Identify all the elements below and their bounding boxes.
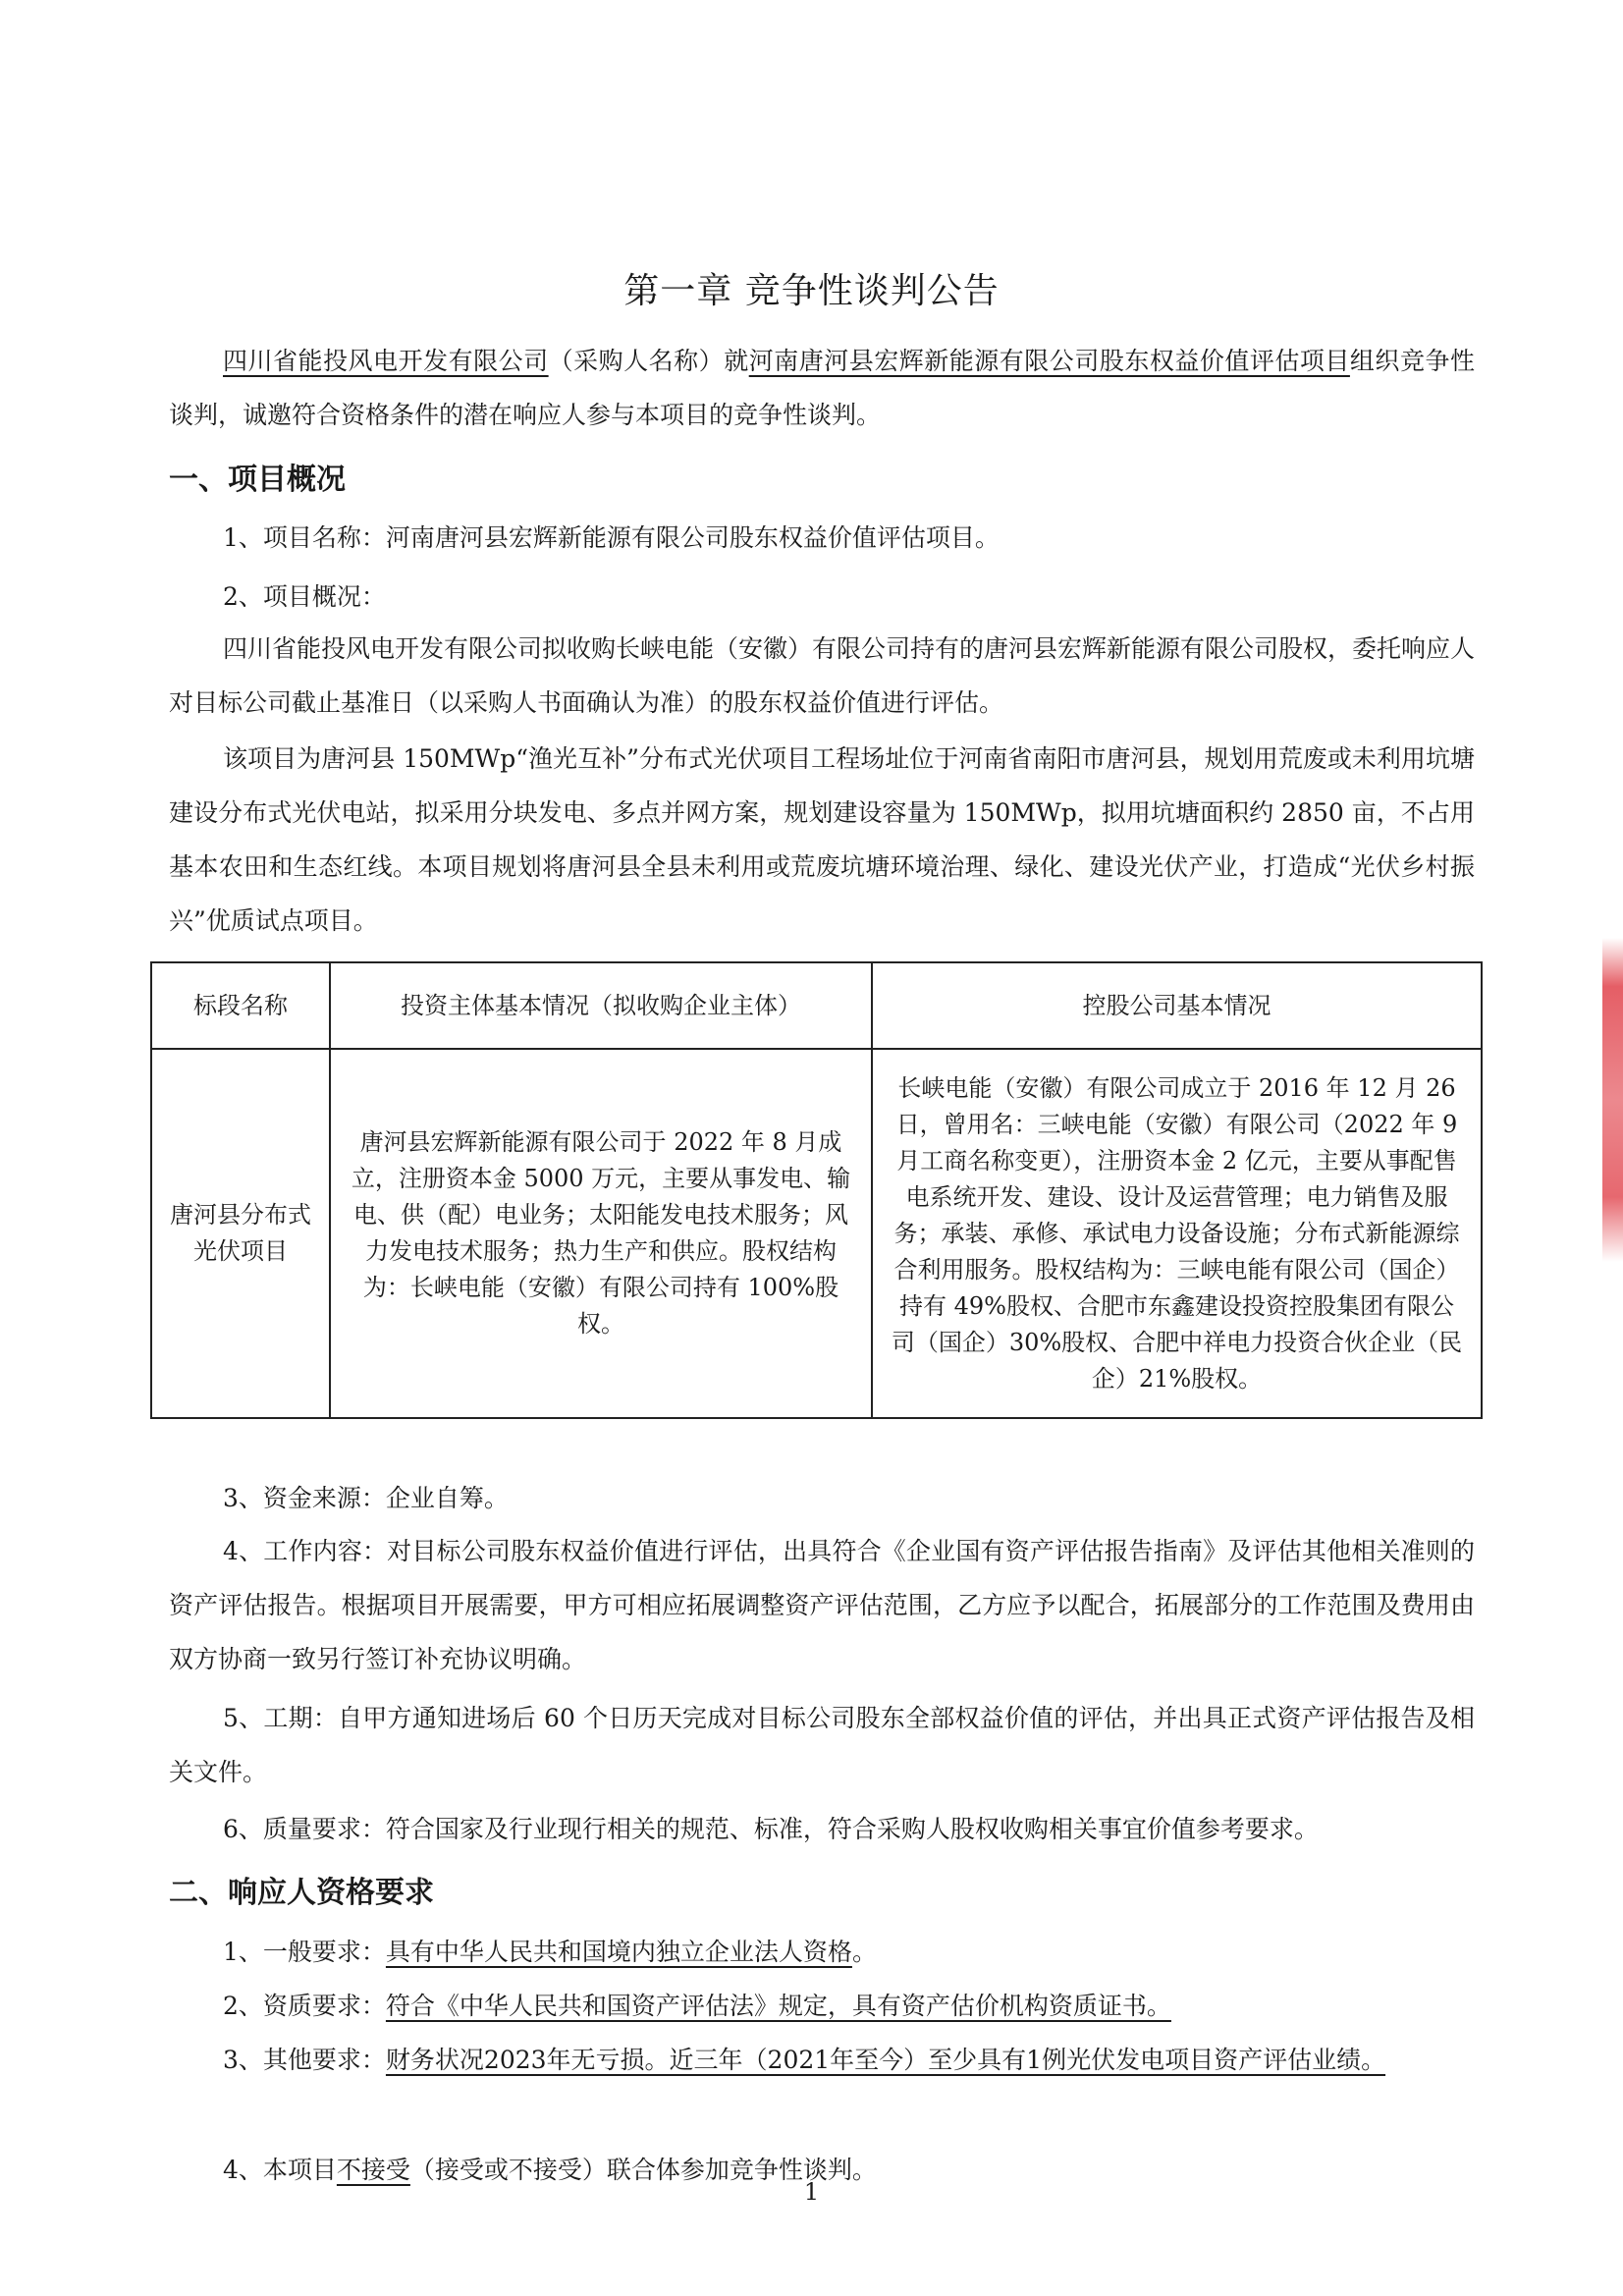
qualification-end: 。 <box>851 1938 877 1966</box>
seal-stamp-fragment <box>1602 938 1623 1262</box>
overview-paragraph-2: 该项目为唐河县 150MWp“渔光互补”分布式光伏项目工程场址位于河南省南阳市唐河县，规划用荒废或未利用坑塘建设分布式光伏电站，拟采用分块发电、多点并网方案，规划建设容量为 150MWp，拟用坑塘面积约 2850 亩，不占用基本农田和生态红线。本项目规划将唐河县全县未利用或荒废坑塘环境治理、绿化、建设光伏产业，打造成“光伏乡村振兴”优质试点项目。 <box>169 744 1475 935</box>
project-name: 河南唐河县宏辉新能源有限公司股东权益价值评估项目 <box>748 347 1350 375</box>
page-number: 1 <box>803 2178 820 2206</box>
overview-item-2: 2、项目概况： <box>223 582 386 611</box>
table-cell-name: 唐河县分布式光伏项目 <box>151 1049 330 1418</box>
table-header-cell: 投资主体基本情况（拟收购企业主体） <box>330 962 872 1049</box>
section-heading-qualification: 二、响应人资格要求 <box>169 1876 434 1910</box>
qualification-label: 3、其他要求： <box>223 2046 386 2074</box>
qualification-value: 符合《中华人民共和国资产评估法》规定，具有资产估价机构资质证书。 <box>385 1992 1171 2020</box>
table-cell-investor: 唐河县宏辉新能源有限公司于 2022 年 8 月成立，注册资本金 5000 万元，主要从事发电、输电、供（配）电业务；太阳能发电技术服务；风力发电技术服务；热力生产和供应。股权结构为：长峡电能（安徽）有限公司持有 100%股权。 <box>330 1049 872 1418</box>
table-header-cell: 标段名称 <box>151 962 330 1049</box>
qualification-value: 不接受 <box>336 2156 410 2184</box>
table-row <box>151 1049 1482 1418</box>
table-header-cell: 控股公司基本情况 <box>872 962 1482 1049</box>
qualification-label: 4、本项目 <box>223 2156 337 2184</box>
overview-item-5: 5、工期：自甲方通知进场后 60 个日历天完成对目标公司股东全部权益价值的评估，并出具正式资产评估报告及相关文件。 <box>169 1704 1475 1786</box>
qualification-value: 财务状况2023年无亏损。近三年（2021年至今）至少具有1例光伏发电项目资产评估业绩。 <box>385 2046 1386 2074</box>
qualification-item-2 <box>169 1979 1475 2033</box>
qualification-end: （接受或不接受）联合体参加竞争性谈判。 <box>409 2156 877 2184</box>
overview-paragraph-1: 四川省能投风电开发有限公司拟收购长峡电能（安徽）有限公司持有的唐河县宏辉新能源有限公司股权，委托响应人对目标公司截止基准日（以采购人书面确认为准）的股东权益价值进行评估。 <box>169 634 1476 717</box>
section-heading-overview: 一、项目概况 <box>169 463 346 497</box>
overview-item-3: 3、资金来源：企业自筹。 <box>223 1484 509 1512</box>
project-table <box>150 961 1483 1419</box>
table-cell-holding: 长峡电能（安徽）有限公司成立于 2016 年 12 月 26 日，曾用名：三峡电能（安徽）有限公司（2022 年 9 月工商名称变更），注册资本金 2 亿元，主要从事配售电系统开发、建设、设计及运营管理；电力销售及服务；承装、承修、承试电力设备设施；分布式新能源综合利用服务。股权结构为：三峡电能有限公司（国企）持有 49%股权、合肥市东鑫建设投资控股集团有限公司（国企）30%股权、合肥中祥电力投资合伙企业（民企）21%股权。 <box>872 1049 1482 1418</box>
intro-text: 组织竞争性谈判，诚邀符合资格条件的潜在响应人参与本项目的竞争性谈判。 <box>169 347 1475 429</box>
purchaser-name: 四川省能投风电开发有限公司 <box>223 347 549 375</box>
table-header-row <box>151 962 1482 1049</box>
overview-item-1: 1、项目名称：河南唐河县宏辉新能源有限公司股东权益价值评估项目。 <box>223 523 1000 552</box>
qualification-label: 1、一般要求： <box>223 1938 386 1966</box>
qualification-item-1 <box>169 1925 1475 1979</box>
overview-item-6: 6、质量要求：符合国家及行业现行相关的规范、标准，符合采购人股权收购相关事宜价值参考要求。 <box>223 1815 1319 1843</box>
intro-paragraph <box>169 334 1475 442</box>
qualification-label: 2、资质要求： <box>223 1992 386 2020</box>
chapter-title: 第一章 竞争性谈判公告 <box>623 271 1000 311</box>
qualification-item-3 <box>169 2033 1475 2087</box>
qualification-value: 具有中华人民共和国境内独立企业法人资格 <box>385 1938 852 1966</box>
purchaser-note: （采购人名称）就 <box>548 347 749 375</box>
overview-item-4: 4、工作内容：对目标公司股东权益价值进行评估，出具符合《企业国有资产评估报告指南》及评估其他相关准则的资产评估报告。根据项目开展需要，甲方可相应拓展调整资产评估范围，乙方应予以配合，拓展部分的工作范围及费用由双方协商一致另行签订补充协议明确。 <box>169 1537 1475 1673</box>
